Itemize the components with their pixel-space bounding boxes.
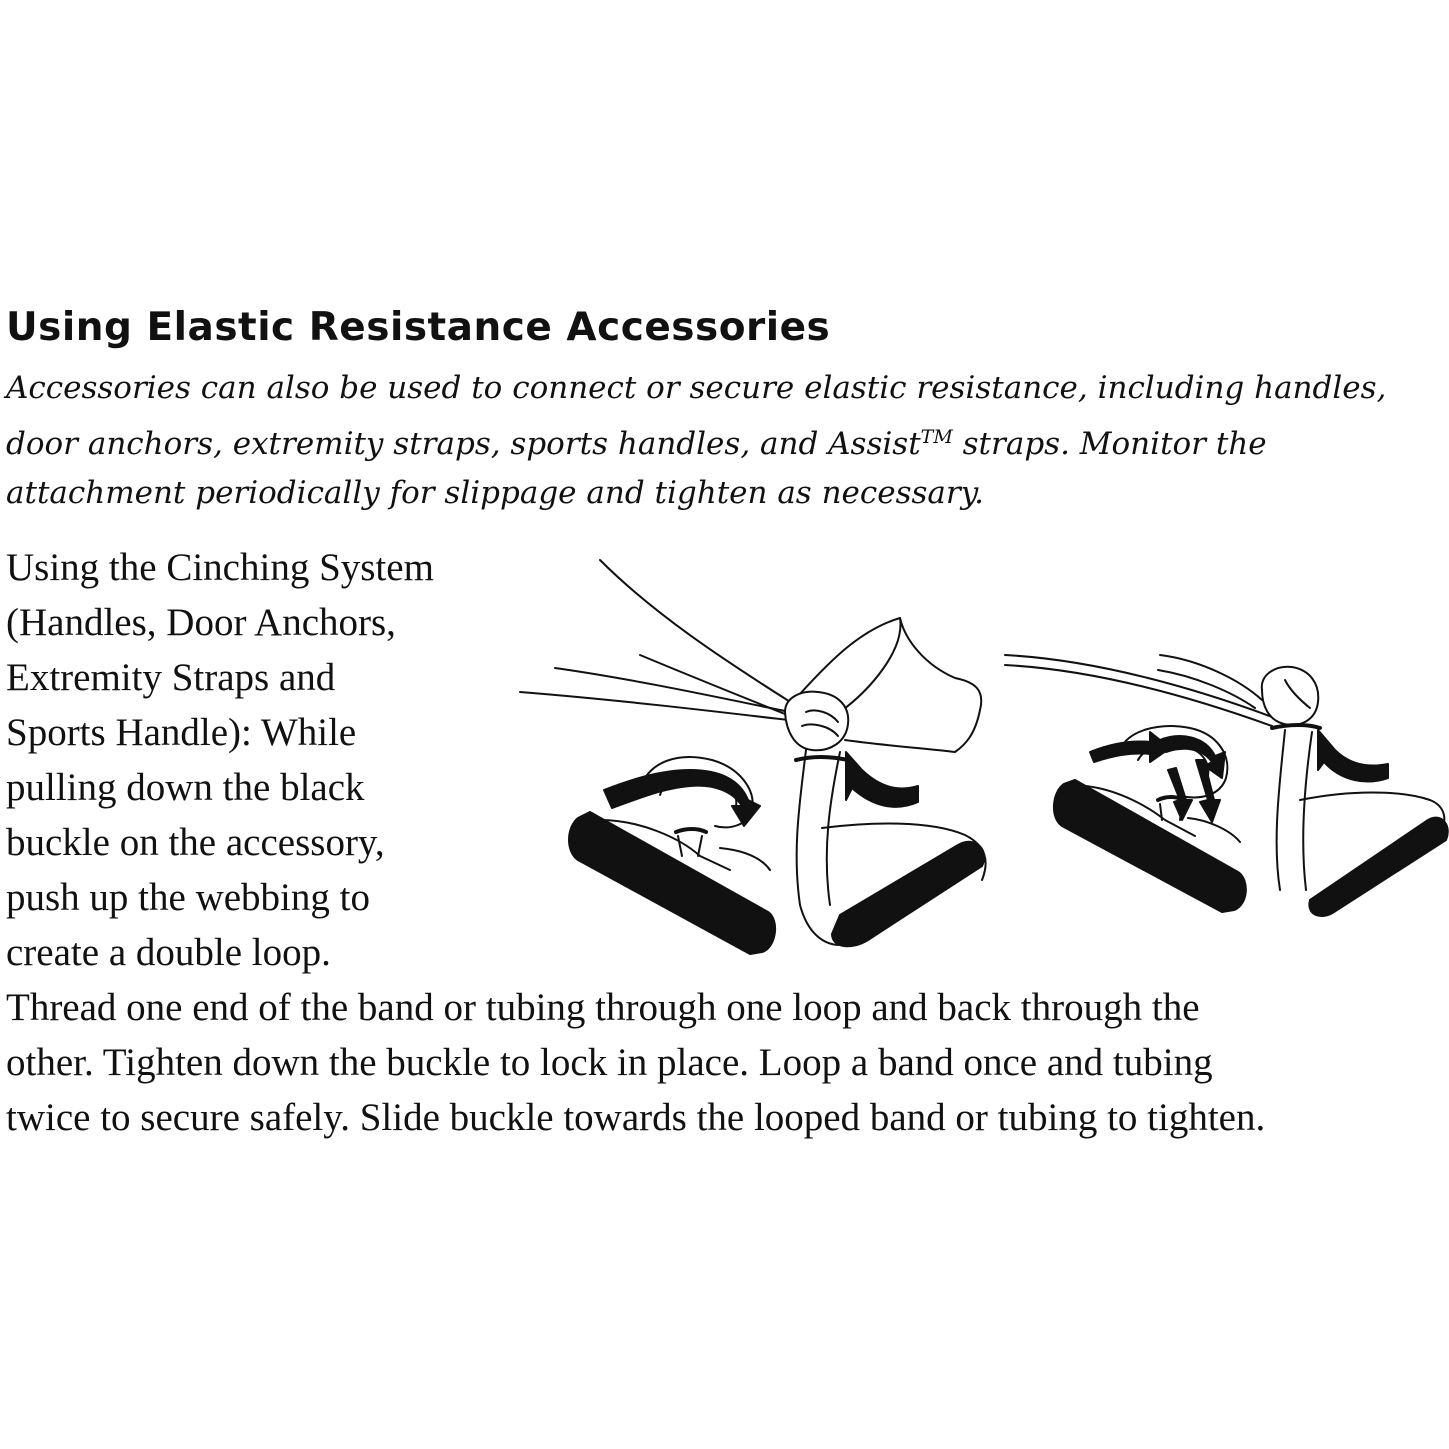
right-handle-figure xyxy=(1005,655,1448,916)
page-title: Using Elastic Resistance Accessories xyxy=(6,305,831,350)
band-strand xyxy=(520,692,788,720)
strap xyxy=(827,752,840,905)
instruction-line: Sports Handle): While xyxy=(6,711,357,754)
strap xyxy=(797,750,840,945)
black-buckle xyxy=(1272,725,1320,728)
handle-grip xyxy=(569,812,775,954)
strap xyxy=(678,836,702,856)
instruction-line: Thread one end of the band or tubing through one loop and back through the xyxy=(6,986,1200,1029)
intro-line-end: straps. Monitor the xyxy=(952,426,1267,462)
handle-grip xyxy=(832,842,984,946)
band-strand xyxy=(555,668,790,712)
instruction-line: other. Tighten down the buckle to lock in place. Loop a band once and tubing xyxy=(6,1041,1213,1084)
intro-line: Accessories can also be used to connect or secure elastic resistance, including handles, xyxy=(6,370,1387,406)
black-arrow xyxy=(846,752,918,807)
instruction-line: (Handles, Door Anchors, xyxy=(6,601,396,644)
instruction-line: twice to secure safely. Slide buckle towards the looped band or tubing to tighten. xyxy=(6,1096,1266,1139)
intro-paragraph xyxy=(6,364,1436,518)
webbing-loop xyxy=(1158,670,1255,708)
handle-grip xyxy=(1309,818,1447,916)
band-strand xyxy=(600,560,795,705)
webbing-knot xyxy=(785,692,848,751)
instruction-line: buckle on the accessory, xyxy=(6,821,385,864)
instruction-line: Extremity Straps and xyxy=(6,656,336,699)
webbing-loop xyxy=(1160,655,1262,700)
instruction-line: pulling down the black xyxy=(6,766,365,809)
black-buckle xyxy=(796,757,848,760)
intro-line-start: door anchors, extremity straps, sports handles, and Assist xyxy=(6,426,921,462)
black-buckle xyxy=(676,829,706,832)
strap xyxy=(1303,732,1312,890)
instruction-line: push up the webbing to xyxy=(6,876,370,919)
intro-line: attachment periodically for slippage and tighten as necessary. xyxy=(6,475,984,511)
handle-cinching-diagram-icon xyxy=(515,550,1449,970)
black-arrow xyxy=(1318,730,1388,781)
strap xyxy=(1277,730,1285,890)
black-buckle xyxy=(1158,797,1184,800)
instruction-line: Using the Cinching System xyxy=(6,546,434,589)
trademark-mark: TM xyxy=(920,426,953,448)
webbing-knot xyxy=(1262,667,1318,725)
band-strand xyxy=(1005,665,1272,726)
black-arrow xyxy=(604,770,760,826)
instruction-line: create a double loop. xyxy=(6,931,331,974)
intro-line xyxy=(6,413,1436,469)
left-handle-figure xyxy=(520,560,986,954)
